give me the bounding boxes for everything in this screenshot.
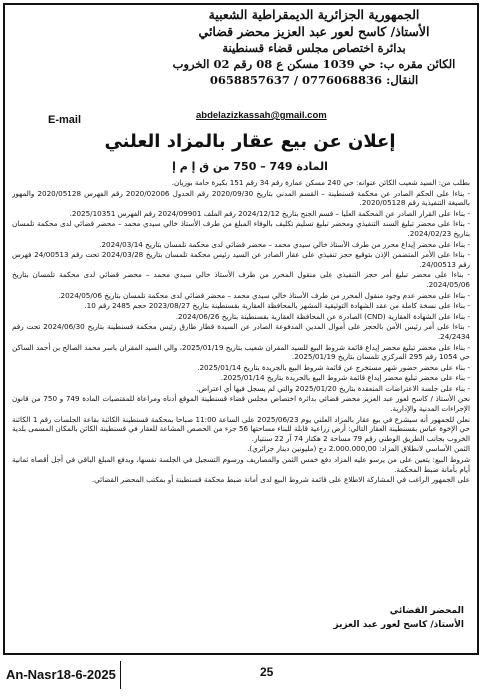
body-paragraph: الثمن الأساسي لانطلاق المزاد: 2.000.000,00 دج (مليونين دينار جزائري). (247, 444, 470, 454)
body-paragraph: - بناءا على الأمر المتضمن الإذن بتوقيع حجز تنفيذي على عقار الصادر عن السيد رئيس محكمة تلمسان بتاريخ 2024/03/28 تحت رقم 24/00513 فهرس رقم 24/00513. (12, 250, 470, 269)
body-paragraph: - بناءا على الشهادة العقارية (CND) الصادرة عن المحافظة العقارية بقسنطينة بتاريخ 2024/06/26. (175, 311, 470, 321)
body-paragraph: - بناءا على محضر تبليغ أمر حجز التنفيذي على منقول المحرر من طرف الأستاذ خالي سيدي محمد – محضر قضائي لدى محكمة تلمسان بتاريخ 2024/05/06. (12, 270, 470, 289)
page-title: إعلان عن بيع عقار بالمزاد العلني (104, 131, 396, 152)
email-label: E-mail (48, 114, 82, 126)
publication-date: An-Nasr18-6-2025 (6, 667, 116, 682)
email-link[interactable]: abdelazizkassah@gmail.com (196, 110, 327, 121)
announcement-body (12, 178, 470, 646)
body-paragraph: نعلن للجمهور أنه سيشرع في بيع عقار بالمزاد العلني يوم 2025/06/23 على الساعة 11:00 صباحا بمحكمة قسنطينة الكائنة بقاعة الجلسات رقم 1 الكائنة حي الإخوة عباس بقسنطينة العقار التالي: أرض زراعية قابلة للبناء مساحتها 56 جزء من الحصص المشاعة للعقار في قسنطينة الكائن بالمكان المسمى بلدية الخروب بجانب الطريق الوطني رقم 79 مساحة 2 هكتار 74 آر 22 سنتيار. (12, 414, 470, 443)
body-paragraph: - بناء على جلسة الاعتراضات المنعقدة بتاريخ 2025/01/20 والتي لم يسجل فيها أي اعتراض. (196, 383, 470, 393)
body-paragraph: - بناءا على أمر رئيس الأمن بالحجز على أموال المدين المدفوعة الصادر عن السيدة قطار طارق رئيس محكمة قسنطينة بتاريخ 2024/06/30 تحت رقم 24/2434. (12, 322, 470, 341)
body-paragraph: - بناءا على محضر تبليغ السند التنفيذي ومحضر تبليغ تسليم تكليف بالوفاء المبلغ من طرف الأستاذ خالي سيدي محمد – محضر قضائي لدى محكمة تلمسان بتاريخ 2024/02/23. (12, 219, 470, 238)
republic-line: الجمهورية الجزائرية الديمقراطية الشعبية (208, 7, 420, 22)
body-paragraph: - بناءا على محضر عدم وجود منقول المحرر من طرف الأستاذ خالي سيدي محمد – محضر قضائي لدى محكمة تلمسان بتاريخ 2024/05/06. (58, 290, 470, 300)
phone-numbers: 0658857637 / 0776068836 (209, 73, 383, 87)
body-paragraph: - بناء على محضر تبليغ محضر إيداع قائمة شروط البيع بالجريدة بتاريخ 2025/01/14. (220, 373, 470, 383)
bailiff-header (164, 6, 464, 88)
body-paragraph: - بناء على محضر حضور شهر مستخرج عن قائمة شروط البيع بالجريدة بتاريخ 2025/01/14. (197, 362, 470, 372)
article-reference: المادة 749 – 750 من ق إ م إ (172, 160, 328, 173)
body-paragraph: شروط البيع: يتعين على من يرسو عليه المزاد دفع خمس الثمن والمصاريف ورسوم التسجيل في الجلسة نفسها، ويدفع المبلغ الباقي في أجل أقصاه ثمانية أيام بأمانة ضبط المحكمة. (12, 455, 470, 474)
body-paragraph: - بناءا على نسخة كاملة من عقد الشهادة التوثيقية المشهر بالمحافظة العقارية بقسنطينة بتاريخ 2023/08/27 حجم 2485 رقم 10. (84, 301, 470, 311)
bailiff-name: الأستاذ/ كاسح لعور عبد العزيز محضر قضائي (198, 24, 430, 39)
body-paragraph: - بناءا على محضر تبليغ محضر إيداع قائمة شروط البيع للسيد المقران شعيب بتاريخ 2025/01/19، والي السيد المقران باسر محمد الصالح بن أحمد الساكن حي 1054 رقم 295 المركزي تلمسان بتاريخ 2025/01/19. (12, 342, 470, 362)
jurisdiction-line: بدائرة اختصاص مجلس قضاء قسنطينة (222, 41, 406, 55)
body-paragraph: - بناءا على محضر إيداع محرر من طرف الأستاذ خالي سيدي محمد – محضر قضائي لدى محكمة تلمسان بتاريخ 2024/03/14. (99, 239, 470, 249)
body-paragraph: على الجمهور الراغب في المشاركة الاطلاع على قائمة شروط البيع لدى أمانة ضبط محكمة قسنطينة أو بمكتب المحضر القضائي. (91, 475, 470, 485)
signature-label: المحضر القضائي (389, 606, 464, 616)
body-paragraph: - بناءا على القرار الصادر عن المحكمة العليا – قسم الجنح بتاريخ 2024/12/12 رقم الملف 2024/09901 رقم الفهرس 2025/10351. (69, 208, 470, 218)
page-number: 25 (260, 665, 274, 679)
body-paragraph: - بناءا على الحكم الصادر عن محكمة قسنطينة – القسم المدني بتاريخ 2020/09/30 رقم الجدول 2020/02006 رقم الفهرس 2020/05128 والمهور بالصيغة التنفيذية رقم 2020/05128. (12, 188, 470, 208)
signature-name: الأستاذ/ كاسح لعور عبد العزيز (333, 620, 464, 630)
body-paragraph: نحن الأستاذ / كاسح لعور عبد العزيز محضر قضائي بدائرة اختصاص مجلس قضاء قسنطينة الموقع أدناه ومراعاة للمقتضيات المادة 749 و 750 من قانون الإجراءات المدنية والإدارية. (12, 394, 470, 414)
address-line: الكائن مقره ب: حي 1039 مسكن ع 08 رقم 02 الخروب (172, 57, 456, 71)
phone-line (164, 72, 464, 88)
phone-label: النقال: (386, 73, 419, 87)
page-footer (0, 655, 484, 697)
footer-divider (120, 661, 121, 689)
body-paragraph: بطلب من: السيد شعيب الكائن عنوانه: حي 240 مسكن عمارة رقم 34 رقم 151 بكيرة حامة بوزيان. (171, 178, 470, 187)
